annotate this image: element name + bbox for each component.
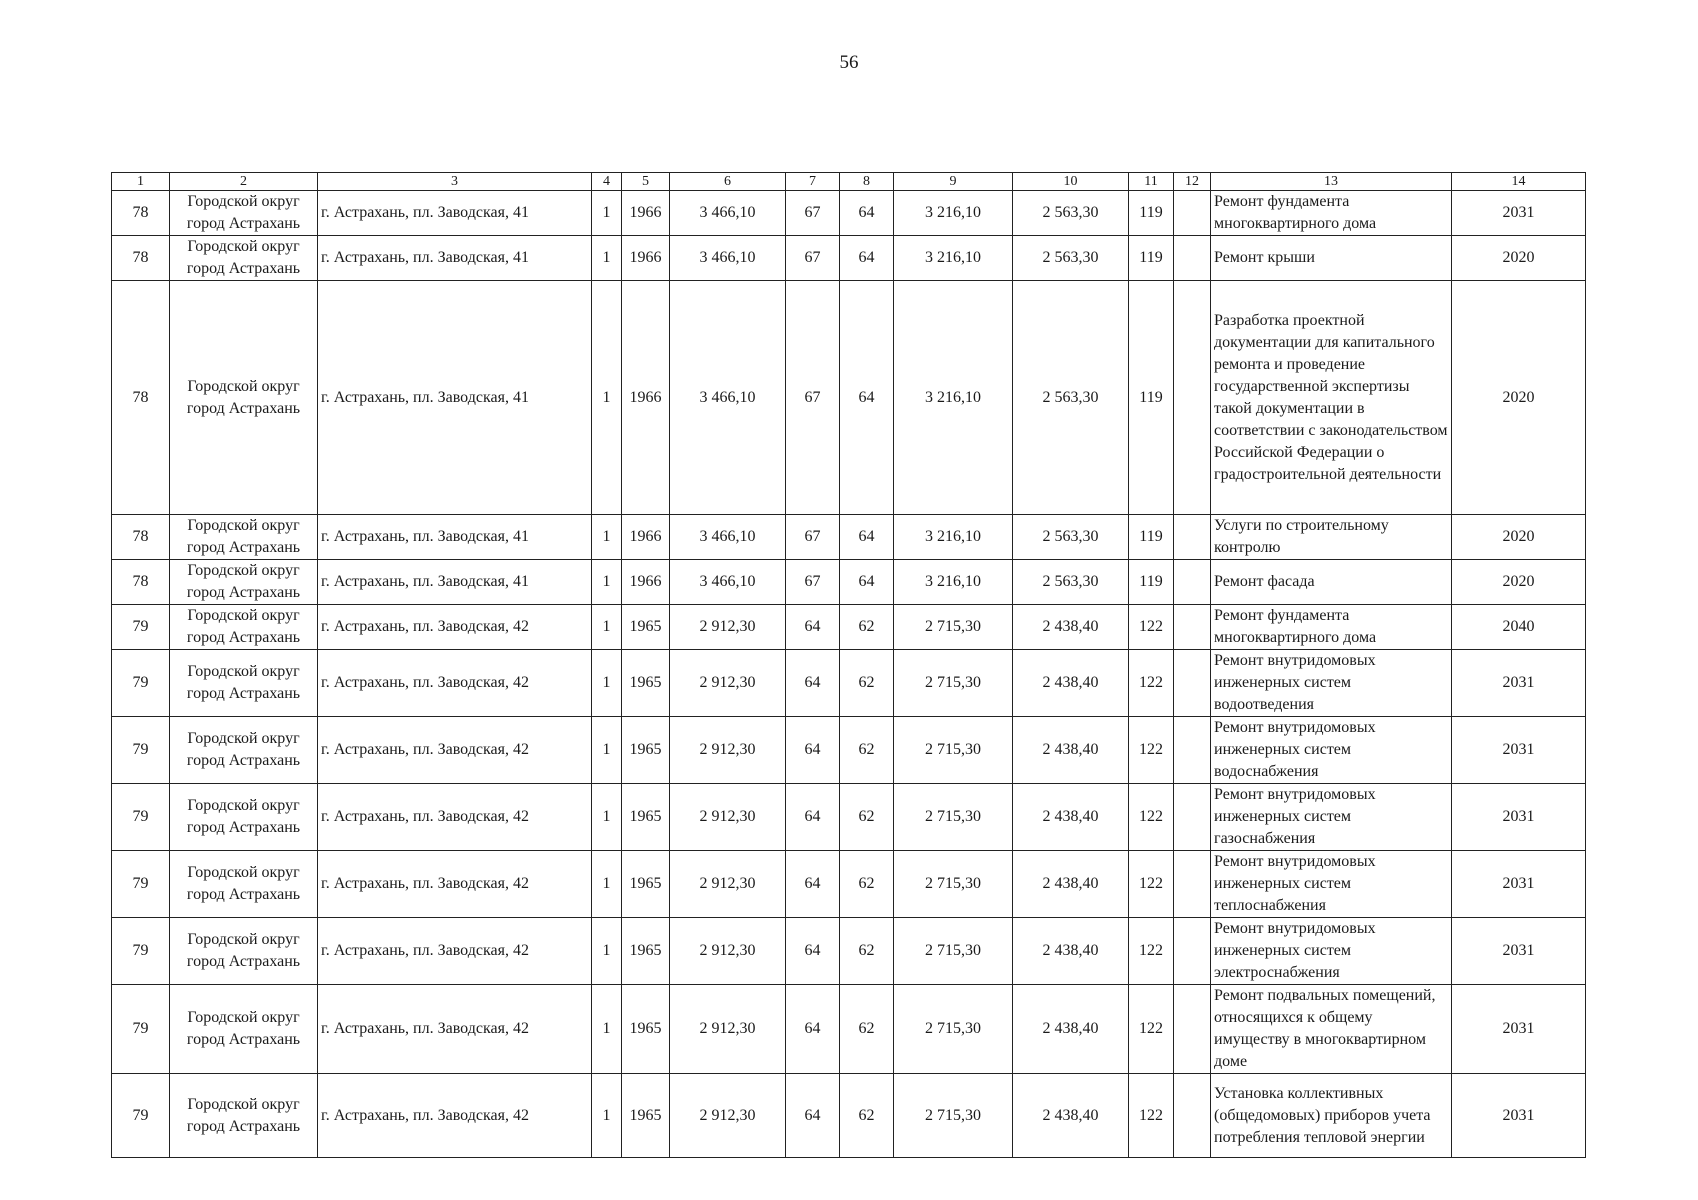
residents: 122 bbox=[1129, 1074, 1174, 1158]
row-number: 78 bbox=[112, 560, 170, 605]
table-row bbox=[112, 717, 1586, 784]
row-number: 79 bbox=[112, 918, 170, 985]
work-type: Ремонт внутридомовых инженерных систем электроснабжения bbox=[1211, 918, 1452, 985]
col-7: 67 bbox=[786, 191, 840, 236]
total-area: 3 466,10 bbox=[670, 515, 786, 560]
area-9: 3 216,10 bbox=[894, 281, 1013, 515]
table-row bbox=[112, 236, 1586, 281]
header-cell: 7 bbox=[786, 173, 840, 191]
header-cell: 12 bbox=[1174, 173, 1211, 191]
area-10: 2 563,30 bbox=[1013, 515, 1129, 560]
col-7: 67 bbox=[786, 236, 840, 281]
address: г. Астрахань, пл. Заводская, 41 bbox=[318, 281, 592, 515]
col-8: 64 bbox=[840, 560, 894, 605]
municipality: Городской округ город Астрахань bbox=[170, 236, 318, 281]
build-year: 1965 bbox=[622, 605, 670, 650]
header-cell: 11 bbox=[1129, 173, 1174, 191]
capital-repair-table bbox=[111, 172, 1586, 1158]
col-12 bbox=[1174, 650, 1211, 717]
header-cell: 10 bbox=[1013, 173, 1129, 191]
col-12 bbox=[1174, 918, 1211, 985]
work-type: Установка коллективных (общедомовых) приборов учета потребления тепловой энергии bbox=[1211, 1074, 1452, 1158]
area-9: 2 715,30 bbox=[894, 985, 1013, 1074]
area-9: 3 216,10 bbox=[894, 515, 1013, 560]
col-12 bbox=[1174, 985, 1211, 1074]
col-4: 1 bbox=[592, 985, 622, 1074]
residents: 122 bbox=[1129, 851, 1174, 918]
col-12 bbox=[1174, 515, 1211, 560]
address: г. Астрахань, пл. Заводская, 42 bbox=[318, 650, 592, 717]
municipality: Городской округ город Астрахань bbox=[170, 1074, 318, 1158]
year: 2031 bbox=[1452, 851, 1586, 918]
residents: 122 bbox=[1129, 784, 1174, 851]
build-year: 1966 bbox=[622, 560, 670, 605]
col-8: 62 bbox=[840, 985, 894, 1074]
table-row bbox=[112, 605, 1586, 650]
area-9: 2 715,30 bbox=[894, 650, 1013, 717]
municipality: Городской округ город Астрахань bbox=[170, 281, 318, 515]
area-9: 2 715,30 bbox=[894, 717, 1013, 784]
build-year: 1965 bbox=[622, 784, 670, 851]
work-type: Ремонт внутридомовых инженерных систем водоснабжения bbox=[1211, 717, 1452, 784]
col-7: 64 bbox=[786, 1074, 840, 1158]
area-9: 2 715,30 bbox=[894, 784, 1013, 851]
residents: 119 bbox=[1129, 236, 1174, 281]
col-4: 1 bbox=[592, 560, 622, 605]
work-type: Ремонт внутридомовых инженерных систем теплоснабжения bbox=[1211, 851, 1452, 918]
total-area: 2 912,30 bbox=[670, 918, 786, 985]
address: г. Астрахань, пл. Заводская, 42 bbox=[318, 1074, 592, 1158]
municipality: Городской округ город Астрахань bbox=[170, 717, 318, 784]
area-10: 2 563,30 bbox=[1013, 236, 1129, 281]
residents: 119 bbox=[1129, 281, 1174, 515]
col-12 bbox=[1174, 1074, 1211, 1158]
table-row bbox=[112, 560, 1586, 605]
residents: 122 bbox=[1129, 605, 1174, 650]
header-cell: 4 bbox=[592, 173, 622, 191]
residents: 122 bbox=[1129, 717, 1174, 784]
area-9: 2 715,30 bbox=[894, 918, 1013, 985]
area-9: 2 715,30 bbox=[894, 605, 1013, 650]
municipality: Городской округ город Астрахань bbox=[170, 784, 318, 851]
row-number: 79 bbox=[112, 851, 170, 918]
col-4: 1 bbox=[592, 515, 622, 560]
area-10: 2 438,40 bbox=[1013, 605, 1129, 650]
address: г. Астрахань, пл. Заводская, 41 bbox=[318, 515, 592, 560]
row-number: 78 bbox=[112, 515, 170, 560]
area-10: 2 438,40 bbox=[1013, 1074, 1129, 1158]
build-year: 1965 bbox=[622, 1074, 670, 1158]
header-cell: 13 bbox=[1211, 173, 1452, 191]
residents: 119 bbox=[1129, 515, 1174, 560]
year: 2020 bbox=[1452, 281, 1586, 515]
row-number: 78 bbox=[112, 191, 170, 236]
col-12 bbox=[1174, 784, 1211, 851]
work-type: Ремонт фасада bbox=[1211, 560, 1452, 605]
total-area: 2 912,30 bbox=[670, 650, 786, 717]
col-12 bbox=[1174, 851, 1211, 918]
area-9: 2 715,30 bbox=[894, 1074, 1013, 1158]
header-cell: 14 bbox=[1452, 173, 1586, 191]
year: 2031 bbox=[1452, 985, 1586, 1074]
year: 2020 bbox=[1452, 560, 1586, 605]
col-8: 64 bbox=[840, 515, 894, 560]
row-number: 79 bbox=[112, 784, 170, 851]
header-cell: 1 bbox=[112, 173, 170, 191]
work-type: Ремонт фундамента многоквартирного дома bbox=[1211, 191, 1452, 236]
municipality: Городской округ город Астрахань bbox=[170, 650, 318, 717]
build-year: 1966 bbox=[622, 236, 670, 281]
col-4: 1 bbox=[592, 605, 622, 650]
area-10: 2 438,40 bbox=[1013, 851, 1129, 918]
residents: 119 bbox=[1129, 560, 1174, 605]
row-number: 79 bbox=[112, 985, 170, 1074]
address: г. Астрахань, пл. Заводская, 42 bbox=[318, 717, 592, 784]
build-year: 1965 bbox=[622, 717, 670, 784]
col-7: 64 bbox=[786, 784, 840, 851]
year: 2031 bbox=[1452, 784, 1586, 851]
build-year: 1965 bbox=[622, 985, 670, 1074]
col-8: 62 bbox=[840, 1074, 894, 1158]
col-4: 1 bbox=[592, 918, 622, 985]
address: г. Астрахань, пл. Заводская, 41 bbox=[318, 191, 592, 236]
col-7: 64 bbox=[786, 650, 840, 717]
area-10: 2 438,40 bbox=[1013, 650, 1129, 717]
area-9: 2 715,30 bbox=[894, 851, 1013, 918]
build-year: 1966 bbox=[622, 281, 670, 515]
col-4: 1 bbox=[592, 650, 622, 717]
col-8: 62 bbox=[840, 784, 894, 851]
col-8: 62 bbox=[840, 650, 894, 717]
col-8: 64 bbox=[840, 236, 894, 281]
area-10: 2 563,30 bbox=[1013, 281, 1129, 515]
row-number: 78 bbox=[112, 281, 170, 515]
col-8: 62 bbox=[840, 851, 894, 918]
col-12 bbox=[1174, 191, 1211, 236]
address: г. Астрахань, пл. Заводская, 42 bbox=[318, 918, 592, 985]
col-7: 64 bbox=[786, 605, 840, 650]
col-8: 62 bbox=[840, 605, 894, 650]
residents: 119 bbox=[1129, 191, 1174, 236]
col-12 bbox=[1174, 281, 1211, 515]
header-cell: 5 bbox=[622, 173, 670, 191]
area-10: 2 563,30 bbox=[1013, 560, 1129, 605]
total-area: 3 466,10 bbox=[670, 560, 786, 605]
table-row bbox=[112, 1074, 1586, 1158]
header-cell: 6 bbox=[670, 173, 786, 191]
row-number: 79 bbox=[112, 605, 170, 650]
page-number: 56 bbox=[839, 52, 859, 73]
total-area: 3 466,10 bbox=[670, 236, 786, 281]
col-12 bbox=[1174, 560, 1211, 605]
address: г. Астрахань, пл. Заводская, 42 bbox=[318, 605, 592, 650]
work-type: Ремонт подвальных помещений, относящихся к общему имуществу в многоквартирном доме bbox=[1211, 985, 1452, 1074]
total-area: 2 912,30 bbox=[670, 605, 786, 650]
area-10: 2 563,30 bbox=[1013, 191, 1129, 236]
row-number: 78 bbox=[112, 236, 170, 281]
work-type: Услуги по строительному контролю bbox=[1211, 515, 1452, 560]
total-area: 2 912,30 bbox=[670, 851, 786, 918]
col-7: 67 bbox=[786, 560, 840, 605]
col-8: 62 bbox=[840, 717, 894, 784]
col-7: 64 bbox=[786, 717, 840, 784]
row-number: 79 bbox=[112, 1074, 170, 1158]
col-4: 1 bbox=[592, 191, 622, 236]
year: 2031 bbox=[1452, 191, 1586, 236]
year: 2040 bbox=[1452, 605, 1586, 650]
col-8: 64 bbox=[840, 191, 894, 236]
col-4: 1 bbox=[592, 784, 622, 851]
work-type: Ремонт внутридомовых инженерных систем газоснабжения bbox=[1211, 784, 1452, 851]
year: 2031 bbox=[1452, 1074, 1586, 1158]
build-year: 1965 bbox=[622, 851, 670, 918]
table-row bbox=[112, 191, 1586, 236]
table-row bbox=[112, 918, 1586, 985]
table-row bbox=[112, 851, 1586, 918]
total-area: 3 466,10 bbox=[670, 191, 786, 236]
table-row bbox=[112, 515, 1586, 560]
residents: 122 bbox=[1129, 985, 1174, 1074]
table-row bbox=[112, 985, 1586, 1074]
municipality: Городской округ город Астрахань bbox=[170, 515, 318, 560]
address: г. Астрахань, пл. Заводская, 42 bbox=[318, 784, 592, 851]
address: г. Астрахань, пл. Заводская, 42 bbox=[318, 851, 592, 918]
row-number: 79 bbox=[112, 650, 170, 717]
build-year: 1965 bbox=[622, 650, 670, 717]
col-4: 1 bbox=[592, 1074, 622, 1158]
year: 2020 bbox=[1452, 515, 1586, 560]
year: 2031 bbox=[1452, 717, 1586, 784]
header-cell: 8 bbox=[840, 173, 894, 191]
area-9: 3 216,10 bbox=[894, 560, 1013, 605]
table-row bbox=[112, 650, 1586, 717]
year: 2020 bbox=[1452, 236, 1586, 281]
col-8: 64 bbox=[840, 281, 894, 515]
municipality: Городской округ город Астрахань bbox=[170, 985, 318, 1074]
col-7: 67 bbox=[786, 281, 840, 515]
work-type: Ремонт фундамента многоквартирного дома bbox=[1211, 605, 1452, 650]
total-area: 2 912,30 bbox=[670, 784, 786, 851]
total-area: 2 912,30 bbox=[670, 717, 786, 784]
municipality: Городской округ город Астрахань bbox=[170, 560, 318, 605]
col-8: 62 bbox=[840, 918, 894, 985]
col-4: 1 bbox=[592, 717, 622, 784]
header-row bbox=[112, 173, 1586, 191]
work-type: Ремонт крыши bbox=[1211, 236, 1452, 281]
col-4: 1 bbox=[592, 236, 622, 281]
residents: 122 bbox=[1129, 918, 1174, 985]
col-4: 1 bbox=[592, 281, 622, 515]
area-10: 2 438,40 bbox=[1013, 918, 1129, 985]
municipality: Городской округ город Астрахань bbox=[170, 851, 318, 918]
municipality: Городской округ город Астрахань bbox=[170, 191, 318, 236]
header-cell: 9 bbox=[894, 173, 1013, 191]
build-year: 1965 bbox=[622, 918, 670, 985]
work-type: Ремонт внутридомовых инженерных систем водоотведения bbox=[1211, 650, 1452, 717]
year: 2031 bbox=[1452, 650, 1586, 717]
row-number: 79 bbox=[112, 717, 170, 784]
col-12 bbox=[1174, 236, 1211, 281]
header-cell: 2 bbox=[170, 173, 318, 191]
col-7: 64 bbox=[786, 918, 840, 985]
col-4: 1 bbox=[592, 851, 622, 918]
address: г. Астрахань, пл. Заводская, 42 bbox=[318, 985, 592, 1074]
total-area: 2 912,30 bbox=[670, 985, 786, 1074]
build-year: 1966 bbox=[622, 515, 670, 560]
col-12 bbox=[1174, 605, 1211, 650]
municipality: Городской округ город Астрахань bbox=[170, 918, 318, 985]
area-10: 2 438,40 bbox=[1013, 985, 1129, 1074]
area-9: 3 216,10 bbox=[894, 191, 1013, 236]
build-year: 1966 bbox=[622, 191, 670, 236]
area-10: 2 438,40 bbox=[1013, 784, 1129, 851]
total-area: 3 466,10 bbox=[670, 281, 786, 515]
col-7: 64 bbox=[786, 985, 840, 1074]
address: г. Астрахань, пл. Заводская, 41 bbox=[318, 560, 592, 605]
year: 2031 bbox=[1452, 918, 1586, 985]
municipality: Городской округ город Астрахань bbox=[170, 605, 318, 650]
col-12 bbox=[1174, 717, 1211, 784]
table-row bbox=[112, 281, 1586, 515]
header-cell: 3 bbox=[318, 173, 592, 191]
col-7: 67 bbox=[786, 515, 840, 560]
total-area: 2 912,30 bbox=[670, 1074, 786, 1158]
work-type: Разработка проектной документации для капитального ремонта и проведение государственной экспертизы такой документации в соответствии с законодательством Российской Федерации о градостроительной деятельности bbox=[1211, 281, 1452, 515]
address: г. Астрахань, пл. Заводская, 41 bbox=[318, 236, 592, 281]
area-10: 2 438,40 bbox=[1013, 717, 1129, 784]
col-7: 64 bbox=[786, 851, 840, 918]
area-9: 3 216,10 bbox=[894, 236, 1013, 281]
residents: 122 bbox=[1129, 650, 1174, 717]
table-row bbox=[112, 784, 1586, 851]
